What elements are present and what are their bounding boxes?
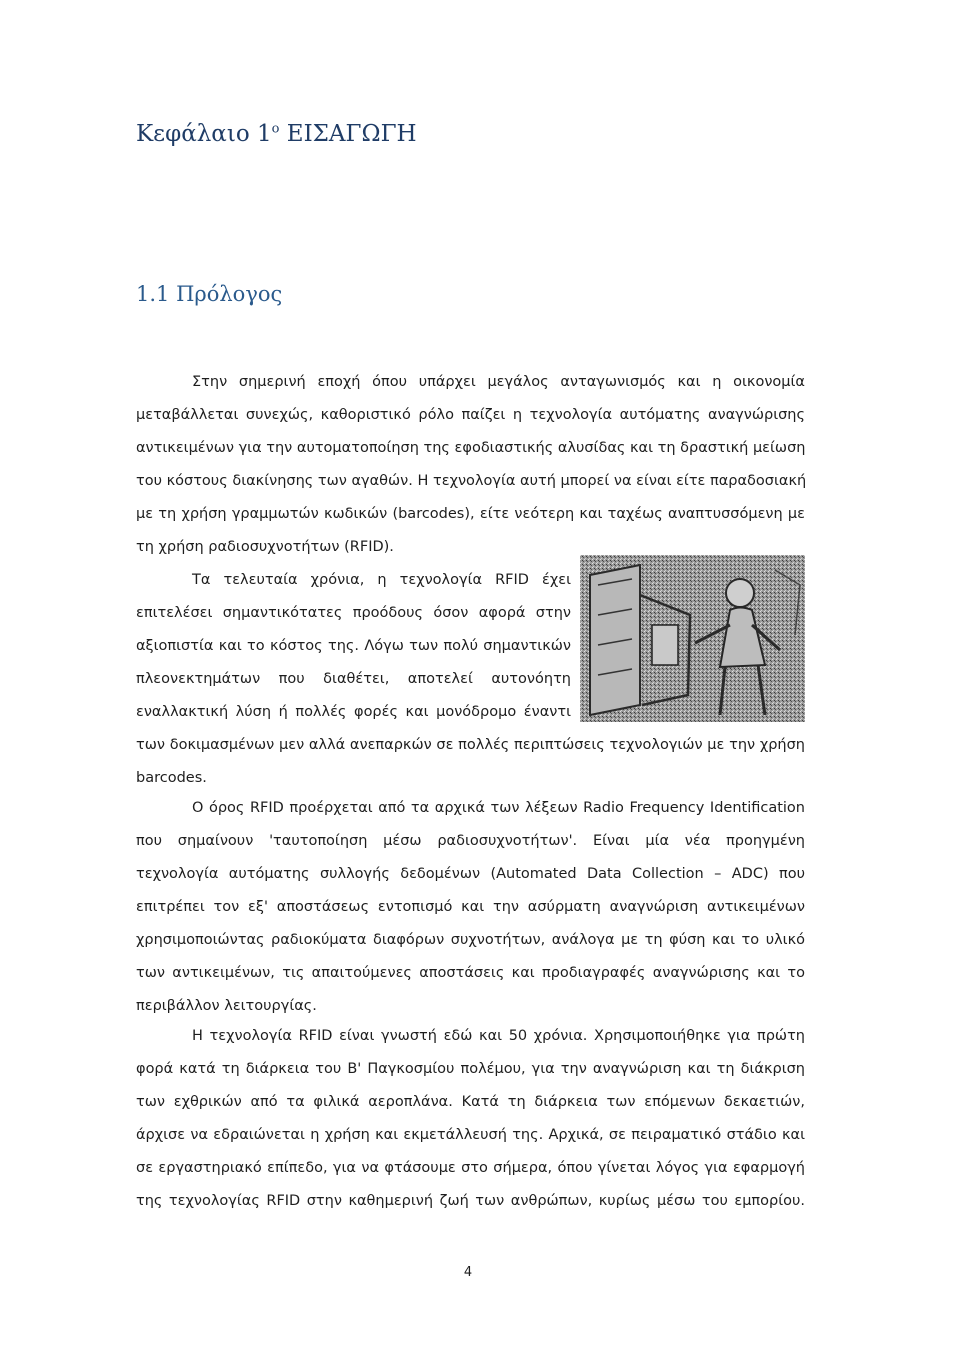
chapter-title-suffix: ΕΙΣΑΓΩΓΗ [279,121,417,147]
text-line: Στην σημερινή εποχή όπου υπάρχει μεγάλος ανταγωνισμός και η οικονομία [192,374,805,390]
chapter-title [136,121,417,147]
page-number: 4 [463,1265,473,1280]
rfid-illustration-image [580,555,805,722]
text-line: αντικειμένων για την αυτοματοποίηση της εφοδιαστικής αλυσίδας και τη δραστική μείωση [136,440,806,456]
engraved-figure-icon [580,555,805,722]
text-line: με τη χρήση γραμμωτών κωδικών (barcodes), είτε νεότερη και ταχέως αναπτυσσόμενη με [136,506,805,522]
text-line: αξιοπιστία και το κόστος της. Λόγω των πολύ σημαντικών [136,638,571,654]
text-line: Η τεχνολογία RFID είναι γνωστή εδώ και 50 χρόνια. Χρησιμοποιήθηκε για πρώτη [192,1028,805,1044]
text-line: τη χρήση ραδιοσυχνοτήτων (RFID). [136,539,394,555]
section-title: 1.1 Πρόλογος [136,282,283,306]
text-line: περιβάλλον λειτουργίας. [136,998,317,1014]
text-line: σε εργαστηριακό επίπεδο, για να φτάσουμε στο σήμερα, όπου γίνεται λόγος για εφαρμογή [136,1160,805,1176]
text-line: επιτρέπει τον εξ' αποστάσεως εντοπισμό και την ασύρματη αναγνώριση αντικειμένων [136,899,805,915]
text-line: των εχθρικών από τα φιλικά αεροπλάνα. Κατά τη διάρκεια των επόμενων δεκαετιών, [136,1094,805,1110]
text-line: barcodes. [136,770,207,786]
text-line: πλεονεκτημάτων που διαθέτει, αποτελεί αυτονόητη [136,671,571,687]
text-line: της τεχνολογίας RFID στην καθημερινή ζωή των ανθρώπων, κυρίως μέσω του εμπορίου. [136,1193,805,1209]
chapter-ordinal: ο [271,121,280,137]
text-line: εναλλακτική λύση ή πολλές φορές και μονόδρομο έναντι [136,704,571,720]
chapter-title-prefix: Κεφάλαιο 1 [136,121,272,147]
text-line: του κόστους διακίνησης των αγαθών. Η τεχνολογία αυτή μπορεί να είναι είτε παραδοσιακή [136,473,807,489]
text-line: των δοκιμασμένων μεν αλλά ανεπαρκών σε πολλές περιπτώσεις τεχνολογιών με την χρήση [136,737,805,753]
text-line: που σημαίνουν 'ταυτοποίηση μέσω ραδιοσυχνοτήτων'. Είναι μία νέα προηγμένη [136,833,805,849]
text-line: των αντικειμένων, τις απαιτούμενες αποστάσεις και προδιαγραφές αναγνώρισης και το [136,965,805,981]
text-line: επιτελέσει σημαντικότατες προόδους όσον αφορά στην [136,605,571,621]
text-line: Ο όρος RFID προέρχεται από τα αρχικά των λέξεων Radio Frequency Identification [192,800,805,816]
text-line: μεταβάλλεται συνεχώς, καθοριστικό ρόλο παίζει η τεχνολογία αυτόματης αναγνώρισης [136,407,805,423]
text-line: χρησιμοποιώντας ραδιοκύματα διαφόρων συχνοτήτων, ανάλογα με τη φύση και το υλικό [136,932,805,948]
text-line: φορά κατά τη διάρκεια του Β' Παγκοσμίου πολέμου, για την αναγνώριση και τη διάκριση [136,1061,805,1077]
text-line: άρχισε να εδραιώνεται η χρήση και εκμετάλλευσή της. Αρχικά, σε πειραματικό στάδιο και [136,1127,805,1143]
text-line: Τα τελευταία χρόνια, η τεχνολογία RFID έχει [192,572,571,588]
text-line: τεχνολογία αυτόματης συλλογής δεδομένων (Automated Data Collection – ADC) που [136,866,805,882]
